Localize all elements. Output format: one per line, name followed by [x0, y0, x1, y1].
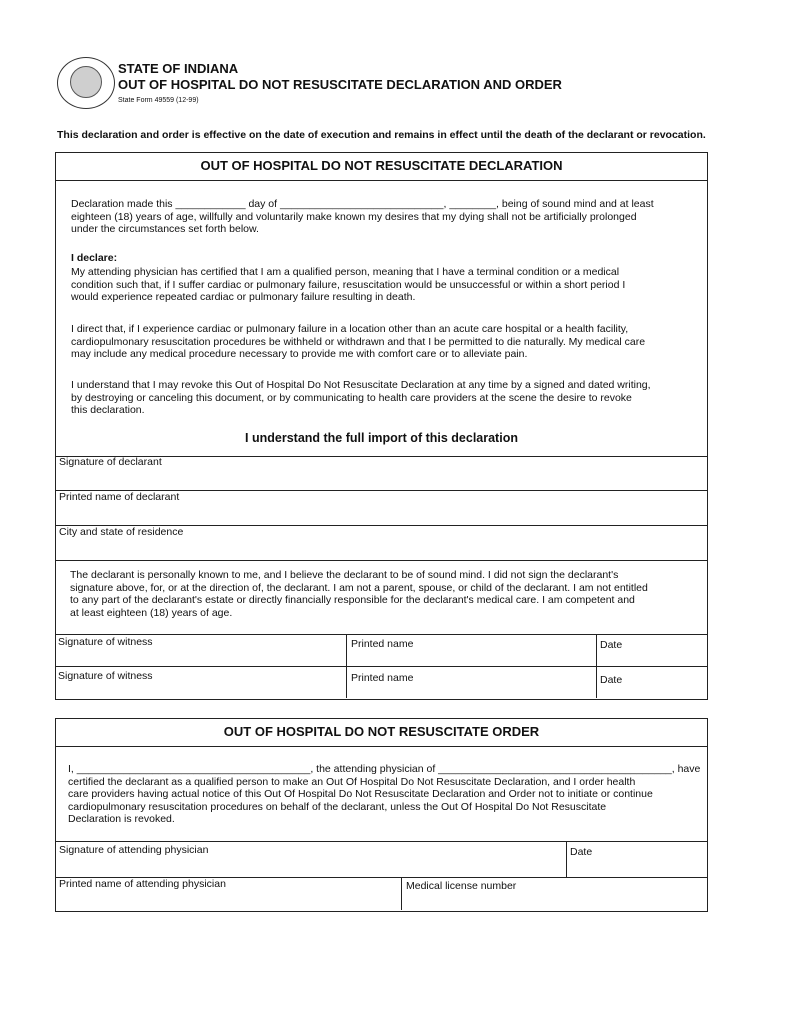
order-line: care providers having actual notice of this Out Of Hospital Do Not Resuscitate Declaration and Order not to initiate or continue	[68, 788, 653, 800]
paragraph-line: condition such that, if I suffer cardiac or pulmonary failure, resuscitation would be unsuccessful or within a short period I	[71, 278, 626, 291]
physician-date-label: Date	[570, 846, 593, 858]
city-state-label: City and state of residence	[59, 526, 184, 538]
paragraph-line: by destroying or canceling this document, or by communicating to health care providers at the scene the desire to revoke	[71, 391, 632, 404]
order-line: I, ________________________________________, the attending physician of ________________________________________, have	[68, 763, 701, 775]
declarant-signature-field[interactable]	[56, 470, 707, 490]
witness1-date-label: Date	[600, 639, 623, 651]
order-line: Declaration is revoked.	[68, 813, 175, 825]
physician-signature-field[interactable]	[56, 858, 565, 876]
witness2-printed-name-field[interactable]	[347, 686, 595, 697]
witness1-printed-name-label: Printed name	[351, 638, 414, 650]
divider	[56, 666, 707, 667]
witness2-signature-label: Signature of witness	[58, 670, 153, 682]
intro-line: eighteen (18) years of age, willfully and voluntarily make known my desires that my dying shall not be artificially prolonged	[71, 210, 637, 223]
order-statement	[68, 763, 700, 826]
physician-printed-name-field[interactable]	[56, 892, 400, 909]
witness1-signature-field[interactable]	[56, 650, 345, 666]
witness2-printed-name-label: Printed name	[351, 672, 414, 684]
witness1-date-field[interactable]	[597, 653, 706, 666]
witness1-signature-label: Signature of witness	[58, 636, 153, 648]
form-title: OUT OF HOSPITAL DO NOT RESUSCITATE DECLARATION AND ORDER	[118, 77, 562, 92]
form-number: State Form 49559 (12-99)	[118, 97, 199, 104]
witness-line: at least eighteen (18) years of age.	[70, 606, 233, 619]
intro-line: under the circumstances set forth below.	[71, 223, 259, 235]
medical-license-field[interactable]	[402, 894, 706, 909]
divider	[56, 746, 707, 747]
witness2-signature-field[interactable]	[56, 684, 345, 697]
physician-signature-label: Signature of attending physician	[59, 844, 209, 856]
order-title: OUT OF HOSPITAL DO NOT RESUSCITATE ORDER	[223, 724, 540, 739]
declaration-title: OUT OF HOSPITAL DO NOT RESUSCITATE DECLARATION	[200, 158, 563, 173]
order-line: certified the declarant as a qualified person to make an Out Of Hospital Do Not Resuscitate Declaration, and I order health	[68, 775, 636, 788]
divider	[56, 841, 707, 842]
witness2-date-label: Date	[600, 674, 623, 686]
paragraph-line: I understand that I may revoke this Out of Hospital Do Not Resuscitate Declaration at any time by a signed and dated writing,	[71, 379, 651, 391]
medical-license-label: Medical license number	[406, 880, 517, 892]
paragraph-line: may include any medical procedure necessary to provide me with comfort care or to alleviate pain.	[71, 348, 528, 360]
paragraph-line: I direct that, if I experience cardiac or pulmonary failure in a location other than an acute care hospital or a health facility,	[71, 323, 629, 335]
divider	[56, 634, 707, 635]
paragraph-line: this declaration.	[71, 404, 145, 416]
paragraph-line: would experience repeated cardiac or pulmonary failure resulting in death.	[71, 291, 416, 303]
divider	[56, 180, 707, 181]
order-line: cardiopulmonary resuscitation procedures on behalf of the declarant, unless the Out Of Hospital Do Not Resuscitate	[68, 800, 607, 813]
witness2-date-field[interactable]	[597, 688, 706, 697]
witness-line: signature above, for, or at the direction of, the declarant. I am not a parent, spouse, or child of the declarant. I am not entitled	[70, 581, 648, 594]
effective-notice: This declaration and order is effective on the date of execution and remains in effect until the death of the declarant or revocation.	[57, 129, 706, 141]
declaration-paragraph-3	[71, 379, 651, 417]
declaration-intro	[71, 198, 654, 236]
physician-printed-name-label: Printed name of attending physician	[59, 878, 226, 890]
state-name: STATE OF INDIANA	[118, 61, 239, 76]
state-seal-center	[70, 66, 102, 98]
witness-statement	[70, 569, 648, 619]
city-state-field[interactable]	[56, 540, 707, 560]
declarant-printed-name-field[interactable]	[56, 505, 707, 525]
witness-line: The declarant is personally known to me, and I believe the declarant to be of sound mind. I did not sign the declarant's	[70, 569, 619, 581]
declaration-paragraph-2	[71, 323, 645, 361]
paragraph-line: My attending physician has certified that I am a qualified person, meaning that I have a terminal condition or a medical	[71, 266, 620, 278]
i-declare-heading: I declare:	[71, 252, 118, 264]
understand-statement: I understand the full import of this declaration	[245, 431, 518, 445]
paragraph-line: cardiopulmonary resuscitation procedures be withheld or withdrawn and that I be permitted to die naturally. My medical care	[71, 335, 646, 348]
physician-date-field[interactable]	[567, 860, 706, 876]
divider	[56, 560, 707, 561]
declarant-printed-name-label: Printed name of declarant	[59, 491, 180, 503]
witness1-printed-name-field[interactable]	[347, 652, 595, 666]
declarant-signature-label: Signature of declarant	[59, 456, 162, 468]
witness-line: to any part of the declarant's estate or directly financially responsible for the declarant's medical care. I am competent and	[70, 594, 635, 606]
intro-line: Declaration made this ____________ day of ____________________________, ________, being of sound mind and at least	[71, 198, 654, 210]
declaration-paragraph-1	[71, 266, 625, 304]
